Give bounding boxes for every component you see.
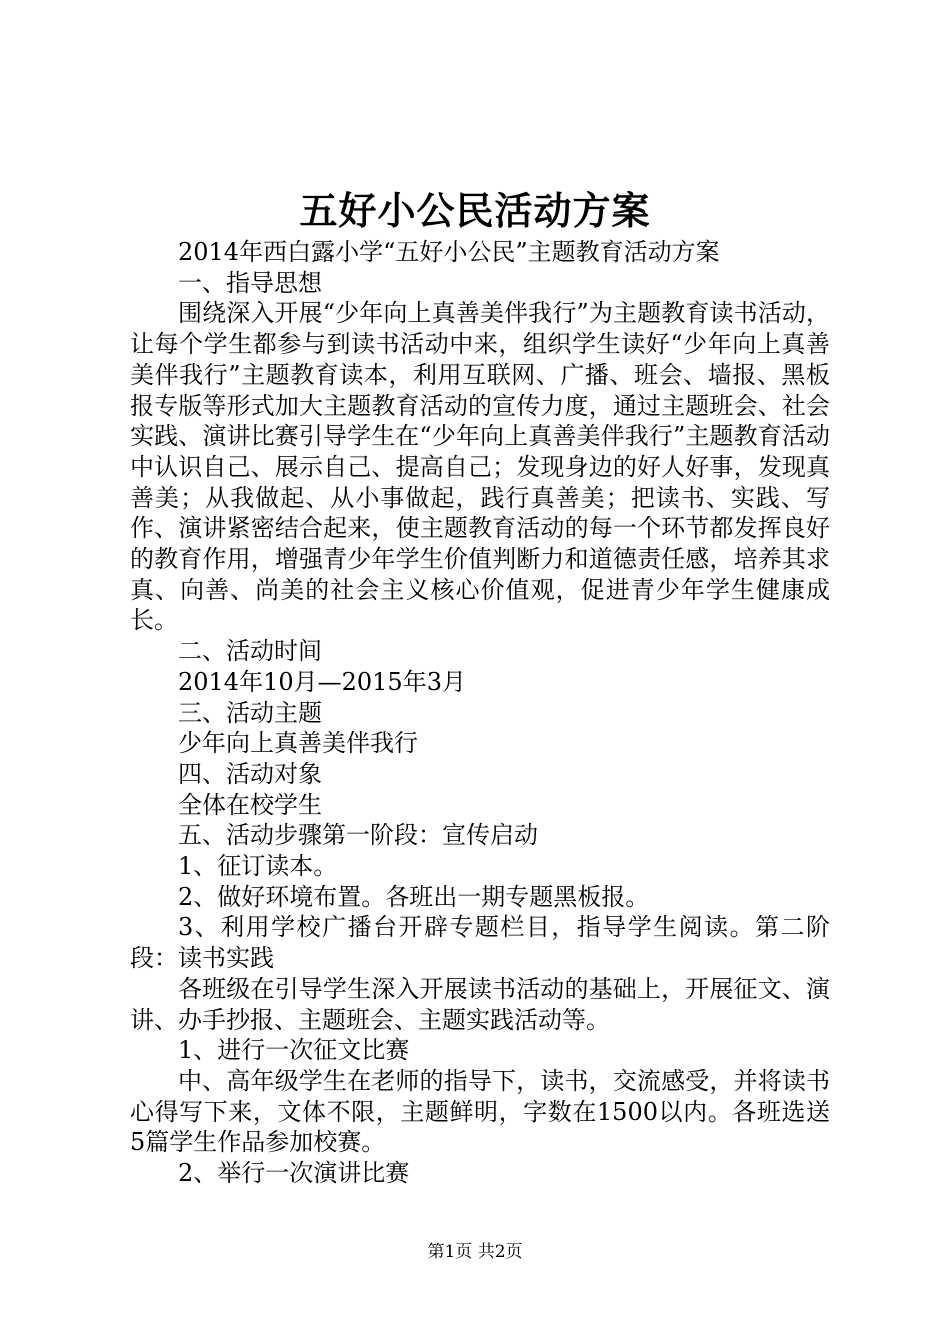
paragraph: 各班级在引导学生深入开展读书活动的基础上，开展征文、演讲、办手抄报、主题班会、主题实践活动等。 xyxy=(130,974,830,1034)
list-item: 2、做好环境布置。各班出一期专题黑板报。 xyxy=(178,882,650,911)
paragraph: 少年向上真善美伴我行 xyxy=(178,729,418,758)
paragraph: 全体在校学生 xyxy=(178,790,322,819)
paragraph: 中、高年级学生在老师的指导下，读书，交流感受，并将读书心得写下来，文体不限，主题鲜明，字数在1500以内。各班选送5篇学生作品参加校赛。 xyxy=(130,1066,830,1157)
document-title: 五好小公民活动方案 xyxy=(299,188,651,233)
section-heading: 四、活动对象 xyxy=(178,759,322,788)
list-item: 1、进行一次征文比赛 xyxy=(178,1036,410,1065)
section-heading: 一、指导思想 xyxy=(178,268,322,297)
document-body xyxy=(130,237,830,1189)
paragraph: 围绕深入开展“少年向上真善美伴我行”为主题教育读书活动，让每个学生都参与到读书活动中来，组织学生读好“少年向上真善美伴我行”主题教育读本，利用互联网、广播、班会、墙报、黑板报专版等形式加大主题教育活动的宣传力度，通过主题班会、社会实践、演讲比赛引导学生在“少年向上真善美伴我行”主题教育活动中认识自己、展示自己、提高自己；发现身边的好人好事，发现真善美；从我做起、从小事做起，践行真善美；把读书、实践、写作、演讲紧密结合起来，使主题教育活动的每一个环节都发挥良好的教育作用，增强青少年学生价值判断力和道德责任感，培养其求真、向善、尚美的社会主义核心价值观，促进青少年学生健康成长。 xyxy=(130,299,830,635)
section-heading: 二、活动时间 xyxy=(178,637,322,666)
paragraph-heading-line: 2014年西白露小学“五好小公民”主题教育活动方案 xyxy=(178,238,720,266)
paragraph: 2014年10月—2015年3月 xyxy=(178,667,466,696)
section-heading: 五、活动步骤第一阶段：宣传启动 xyxy=(178,821,538,850)
page-indicator: 第1页 共2页 xyxy=(427,1242,523,1262)
list-item: 1、征订读本。 xyxy=(178,852,338,881)
list-item: 3、利用学校广播台开辟专题栏目，指导学生阅读。第二阶段：读书实践 xyxy=(130,913,830,973)
list-item: 2、举行一次演讲比赛 xyxy=(178,1159,410,1188)
section-heading: 三、活动主题 xyxy=(178,698,322,727)
